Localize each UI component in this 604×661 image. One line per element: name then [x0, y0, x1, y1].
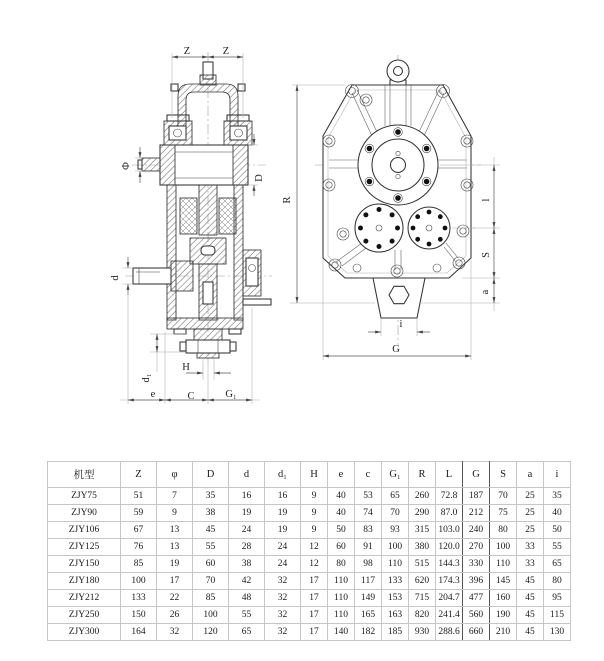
value-cell: 330	[463, 556, 490, 573]
value-cell: 24	[265, 539, 301, 556]
front-view	[315, 55, 481, 345]
table-row-ZJY212	[48, 590, 571, 607]
value-cell: 110	[328, 590, 355, 607]
dim-label-D: D	[254, 174, 265, 182]
value-cell: 241.4	[436, 607, 463, 624]
value-cell: 75	[490, 505, 517, 522]
column-header-9: G₁	[382, 462, 409, 488]
value-cell: 53	[355, 488, 382, 505]
value-cell: 930	[409, 624, 436, 641]
value-cell: 149	[355, 590, 382, 607]
value-cell: 59	[121, 505, 157, 522]
model-cell: ZJY180	[48, 573, 121, 590]
value-cell: 40	[544, 505, 571, 522]
value-cell: 260	[409, 488, 436, 505]
table-row-ZJY300	[48, 624, 571, 641]
table-row-ZJY180	[48, 573, 571, 590]
value-cell: 38	[229, 556, 265, 573]
value-cell: 115	[544, 607, 571, 624]
value-cell: 133	[121, 590, 157, 607]
dim-label-phi: Φ	[121, 162, 132, 170]
value-cell: 17	[301, 607, 328, 624]
value-cell: 182	[355, 624, 382, 641]
value-cell: 17	[301, 624, 328, 641]
value-cell: 45	[517, 590, 544, 607]
value-cell: 32	[265, 590, 301, 607]
value-cell: 87.0	[436, 505, 463, 522]
dim-label-G: G	[392, 344, 400, 355]
dim-label-e: e	[150, 389, 156, 400]
value-cell: 110	[328, 607, 355, 624]
value-cell: 110	[490, 556, 517, 573]
model-cell: ZJY150	[48, 556, 121, 573]
dim-label-a: a	[480, 289, 491, 295]
dim-label-z-left: Z	[183, 46, 191, 57]
column-header-15: i	[544, 462, 571, 488]
column-header-3: D	[193, 462, 229, 488]
value-cell: 17	[301, 573, 328, 590]
dimension-table-head-row	[48, 462, 571, 488]
value-cell: 16	[229, 488, 265, 505]
value-cell: 38	[193, 505, 229, 522]
dim-label-R: R	[282, 196, 293, 204]
value-cell: 9	[301, 505, 328, 522]
table-row-ZJY75	[48, 488, 571, 505]
column-header-14: a	[517, 462, 544, 488]
value-cell: 165	[355, 607, 382, 624]
value-cell: 715	[409, 590, 436, 607]
value-cell: 19	[229, 505, 265, 522]
model-cell: ZJY300	[48, 624, 121, 641]
value-cell: 32	[265, 573, 301, 590]
column-header-5: d₁	[265, 462, 301, 488]
value-cell: 83	[355, 522, 382, 539]
dim-label-G1: G₁	[225, 389, 237, 400]
value-cell: 396	[463, 573, 490, 590]
value-cell: 163	[382, 607, 409, 624]
value-cell: 45	[193, 522, 229, 539]
value-cell: 153	[382, 590, 409, 607]
value-cell: 100	[382, 539, 409, 556]
model-cell: ZJY90	[48, 505, 121, 522]
value-cell: 24	[265, 556, 301, 573]
table-row-ZJY125	[48, 539, 571, 556]
value-cell: 9	[157, 505, 193, 522]
value-cell: 270	[463, 539, 490, 556]
column-header-10: R	[409, 462, 436, 488]
value-cell: 620	[409, 573, 436, 590]
value-cell: 210	[490, 624, 517, 641]
table-row-ZJY250	[48, 607, 571, 624]
value-cell: 70	[490, 488, 517, 505]
value-cell: 40	[328, 488, 355, 505]
value-cell: 24	[229, 522, 265, 539]
value-cell: 13	[157, 522, 193, 539]
dim-label-C: C	[187, 391, 195, 402]
value-cell: 290	[409, 505, 436, 522]
value-cell: 40	[328, 505, 355, 522]
dim-label-d1: d₁	[141, 373, 152, 383]
value-cell: 150	[121, 607, 157, 624]
value-cell: 380	[409, 539, 436, 556]
column-header-0: 机型	[48, 462, 121, 488]
column-header-1: Z	[121, 462, 157, 488]
value-cell: 660	[463, 624, 490, 641]
value-cell: 70	[382, 505, 409, 522]
value-cell: 13	[157, 539, 193, 556]
value-cell: 19	[265, 522, 301, 539]
value-cell: 100	[490, 539, 517, 556]
value-cell: 80	[490, 522, 517, 539]
value-cell: 25	[517, 505, 544, 522]
value-cell: 45	[517, 624, 544, 641]
side-section-view	[125, 52, 272, 362]
value-cell: 133	[382, 573, 409, 590]
value-cell: 32	[265, 607, 301, 624]
value-cell: 12	[301, 556, 328, 573]
value-cell: 33	[517, 556, 544, 573]
dim-label-d: d	[110, 275, 121, 281]
value-cell: 110	[382, 556, 409, 573]
value-cell: 17	[301, 590, 328, 607]
value-cell: 130	[544, 624, 571, 641]
value-cell: 174.3	[436, 573, 463, 590]
value-cell: 51	[121, 488, 157, 505]
value-cell: 560	[463, 607, 490, 624]
value-cell: 65	[382, 488, 409, 505]
value-cell: 50	[328, 522, 355, 539]
column-header-8: c	[355, 462, 382, 488]
value-cell: 72.8	[436, 488, 463, 505]
value-cell: 55	[544, 539, 571, 556]
value-cell: 42	[229, 573, 265, 590]
value-cell: 67	[121, 522, 157, 539]
dimension-table	[47, 461, 571, 641]
value-cell: 76	[121, 539, 157, 556]
value-cell: 103.0	[436, 522, 463, 539]
value-cell: 48	[229, 590, 265, 607]
value-cell: 25	[517, 488, 544, 505]
value-cell: 187	[463, 488, 490, 505]
value-cell: 240	[463, 522, 490, 539]
value-cell: 144.3	[436, 556, 463, 573]
value-cell: 60	[193, 556, 229, 573]
model-cell: ZJY125	[48, 539, 121, 556]
value-cell: 140	[328, 624, 355, 641]
value-cell: 74	[355, 505, 382, 522]
value-cell: 50	[544, 522, 571, 539]
value-cell: 160	[490, 590, 517, 607]
value-cell: 80	[328, 556, 355, 573]
value-cell: 19	[157, 556, 193, 573]
dim-label-i: i	[399, 319, 403, 330]
dim-label-S: S	[481, 252, 492, 258]
value-cell: 32	[265, 624, 301, 641]
value-cell: 55	[229, 607, 265, 624]
value-cell: 95	[544, 590, 571, 607]
value-cell: 91	[355, 539, 382, 556]
value-cell: 35	[544, 488, 571, 505]
value-cell: 22	[157, 590, 193, 607]
value-cell: 55	[193, 539, 229, 556]
value-cell: 60	[328, 539, 355, 556]
value-cell: 100	[121, 573, 157, 590]
model-cell: ZJY106	[48, 522, 121, 539]
value-cell: 85	[193, 590, 229, 607]
column-header-11: L	[436, 462, 463, 488]
table-row-ZJY106	[48, 522, 571, 539]
value-cell: 185	[382, 624, 409, 641]
column-header-4: d	[229, 462, 265, 488]
value-cell: 190	[490, 607, 517, 624]
value-cell: 17	[157, 573, 193, 590]
value-cell: 32	[157, 624, 193, 641]
dim-label-l: l	[481, 198, 492, 202]
value-cell: 9	[301, 488, 328, 505]
value-cell: 212	[463, 505, 490, 522]
value-cell: 477	[463, 590, 490, 607]
value-cell: 45	[517, 607, 544, 624]
value-cell: 204.7	[436, 590, 463, 607]
value-cell: 19	[265, 505, 301, 522]
value-cell: 12	[301, 539, 328, 556]
value-cell: 65	[544, 556, 571, 573]
value-cell: 93	[382, 522, 409, 539]
value-cell: 117	[355, 573, 382, 590]
column-header-7: e	[328, 462, 355, 488]
value-cell: 820	[409, 607, 436, 624]
table-row-ZJY150	[48, 556, 571, 573]
column-header-12: G	[463, 462, 490, 488]
value-cell: 33	[517, 539, 544, 556]
value-cell: 26	[157, 607, 193, 624]
value-cell: 35	[193, 488, 229, 505]
dim-label-z-right: Z	[222, 46, 230, 57]
column-header-6: H	[301, 462, 328, 488]
column-header-13: S	[490, 462, 517, 488]
value-cell: 70	[193, 573, 229, 590]
column-header-2: φ	[157, 462, 193, 488]
dimension-table-body	[48, 488, 571, 641]
value-cell: 164	[121, 624, 157, 641]
model-cell: ZJY212	[48, 590, 121, 607]
value-cell: 85	[121, 556, 157, 573]
value-cell: 315	[409, 522, 436, 539]
value-cell: 120.0	[436, 539, 463, 556]
dim-label-H: H	[182, 362, 190, 373]
value-cell: 515	[409, 556, 436, 573]
value-cell: 65	[229, 624, 265, 641]
value-cell: 7	[157, 488, 193, 505]
model-cell: ZJY250	[48, 607, 121, 624]
value-cell: 45	[517, 573, 544, 590]
value-cell: 100	[193, 607, 229, 624]
value-cell: 28	[229, 539, 265, 556]
table-row-ZJY90	[48, 505, 571, 522]
value-cell: 120	[193, 624, 229, 641]
model-cell: ZJY75	[48, 488, 121, 505]
value-cell: 145	[490, 573, 517, 590]
value-cell: 288.6	[436, 624, 463, 641]
value-cell: 110	[328, 573, 355, 590]
value-cell: 80	[544, 573, 571, 590]
value-cell: 9	[301, 522, 328, 539]
value-cell: 98	[355, 556, 382, 573]
value-cell: 25	[517, 522, 544, 539]
value-cell: 16	[265, 488, 301, 505]
